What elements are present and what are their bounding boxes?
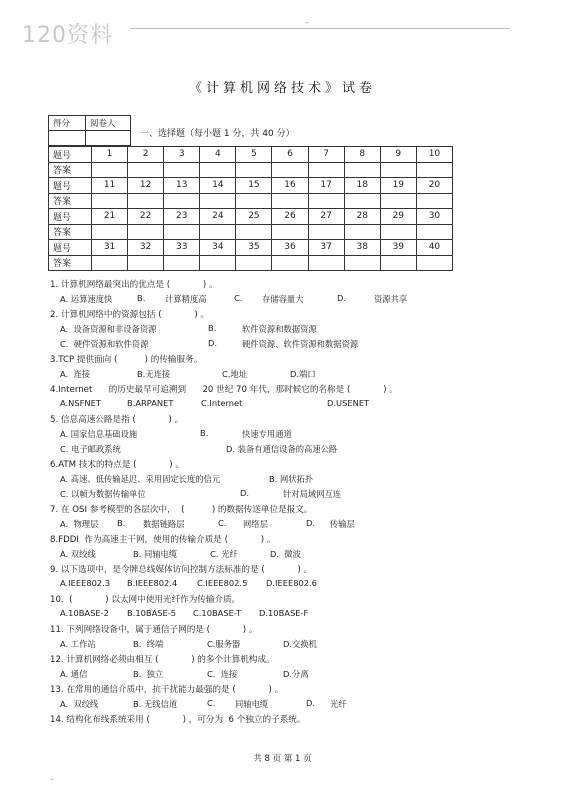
question-option: C. 光纤 bbox=[210, 549, 238, 559]
question-option: D.交换机 bbox=[283, 639, 317, 649]
question-option: A. 连接 bbox=[60, 369, 91, 379]
grid-question-number: 34 bbox=[200, 240, 236, 256]
grid-question-number: 29 bbox=[380, 209, 416, 225]
grid-question-number: 31 bbox=[92, 240, 128, 256]
question-option: C.Internet bbox=[201, 398, 243, 408]
grid-question-label: 题号 bbox=[49, 209, 92, 225]
grid-answer-label: 答案 bbox=[49, 255, 92, 271]
answer-grid bbox=[48, 146, 453, 271]
question-option: D.IEEE802.6 bbox=[266, 578, 317, 588]
grid-question-number: 32 bbox=[128, 240, 164, 256]
grid-question-number: 33 bbox=[164, 240, 200, 256]
grid-question-number: 11 bbox=[92, 178, 128, 194]
question-text: 10. ( ) 以太网中使用光纤作为传输介质。 bbox=[50, 595, 241, 605]
grid-answer-cell[interactable] bbox=[236, 255, 272, 271]
grid-question-number: 30 bbox=[416, 209, 452, 225]
grid-answer-cell[interactable] bbox=[236, 224, 272, 240]
question-option: D. bbox=[337, 293, 347, 303]
grid-answer-cell[interactable] bbox=[200, 193, 236, 209]
grid-answer-cell[interactable] bbox=[128, 193, 164, 209]
grid-question-number: 22 bbox=[128, 209, 164, 225]
grid-question-number: 7 bbox=[308, 147, 344, 163]
question-option: D. bbox=[306, 518, 316, 528]
question-option: 同轴电缆 bbox=[235, 699, 269, 709]
question-option: D. bbox=[240, 488, 250, 498]
score-cell bbox=[49, 131, 86, 146]
question-option: C.10BASE-T bbox=[193, 608, 242, 618]
grid-answer-cell[interactable] bbox=[164, 255, 200, 271]
question-text: 8.FDDI 作为高速主干网，使用的传输介质是 ( ) 。 bbox=[50, 535, 276, 545]
question-option: D. 微波 bbox=[270, 549, 301, 559]
grid-answer-cell[interactable] bbox=[272, 255, 308, 271]
grid-question-number: 6 bbox=[272, 147, 308, 163]
grid-answer-cell[interactable] bbox=[272, 162, 308, 178]
grid-question-number: 10 bbox=[416, 147, 452, 163]
grid-answer-cell[interactable] bbox=[200, 255, 236, 271]
grid-question-label: 题号 bbox=[49, 240, 92, 256]
question-option: A.IEEE802.3 bbox=[60, 578, 111, 588]
question-option: 计算精度高 bbox=[165, 294, 207, 304]
grid-question-number: 19 bbox=[380, 178, 416, 194]
grid-answer-row bbox=[49, 162, 453, 178]
grid-answer-row bbox=[49, 193, 453, 209]
question-option: B.IEEE802.4 bbox=[127, 578, 178, 588]
grid-question-number: 13 bbox=[164, 178, 200, 194]
grid-answer-cell[interactable] bbox=[164, 224, 200, 240]
footer-mark: – bbox=[50, 775, 54, 784]
grid-question-label: 题号 bbox=[49, 147, 92, 163]
question-option: 数据链路层 bbox=[143, 519, 185, 529]
grid-answer-cell[interactable] bbox=[92, 162, 128, 178]
grid-answer-cell[interactable] bbox=[128, 162, 164, 178]
grid-question-number: 40 bbox=[416, 240, 452, 256]
grid-answer-label: 答案 bbox=[49, 224, 92, 240]
grid-answer-cell[interactable] bbox=[344, 193, 380, 209]
grid-answer-label: 答案 bbox=[49, 193, 92, 209]
grid-question-number: 4 bbox=[200, 147, 236, 163]
grid-answer-cell[interactable] bbox=[236, 193, 272, 209]
grid-answer-cell[interactable] bbox=[380, 193, 416, 209]
score-label: 得分 bbox=[49, 116, 86, 131]
grid-answer-cell[interactable] bbox=[344, 255, 380, 271]
grid-answer-cell[interactable] bbox=[308, 162, 344, 178]
question-option: D.10BASE-F bbox=[259, 608, 309, 618]
question-option: B. 终端 bbox=[133, 639, 164, 649]
question-option: 针对局域网互连 bbox=[283, 489, 342, 499]
grid-answer-cell[interactable] bbox=[308, 193, 344, 209]
grid-answer-cell[interactable] bbox=[416, 224, 452, 240]
question-option: D.USENET bbox=[327, 398, 370, 408]
question-option: B.无连接 bbox=[137, 369, 171, 379]
question-option: D. bbox=[208, 338, 218, 348]
question-option: 传输层 bbox=[330, 519, 355, 529]
page-footer: 共 8 页 第 1 页 bbox=[253, 754, 312, 764]
question-option: B.ARPANET bbox=[127, 398, 174, 408]
grid-question-number: 24 bbox=[200, 209, 236, 225]
question-text: 3.TCP 提供面向 ( ) 的传输服务。 bbox=[50, 355, 203, 365]
question-option: D. bbox=[306, 698, 316, 708]
grid-question-number: 26 bbox=[272, 209, 308, 225]
grid-question-number: 25 bbox=[236, 209, 272, 225]
grid-question-number: 2 bbox=[128, 147, 164, 163]
question-option: C.服务器 bbox=[207, 639, 241, 649]
grid-question-number: 36 bbox=[272, 240, 308, 256]
grid-answer-row bbox=[49, 255, 453, 271]
grid-question-number: 35 bbox=[236, 240, 272, 256]
question-text: 1. 计算机网络最突出的优点是 ( ) 。 bbox=[50, 280, 218, 290]
score-table bbox=[48, 115, 131, 146]
question-option: B. 同轴电缆 bbox=[133, 549, 178, 559]
question-option: 软件资源和数据资源 bbox=[242, 324, 317, 334]
question-option: A. 双绞线 bbox=[60, 549, 96, 559]
question-text: 5. 信息高速公路是指 ( ) 。 bbox=[50, 415, 184, 425]
question-option: C. bbox=[218, 518, 227, 528]
grid-question-number: 16 bbox=[272, 178, 308, 194]
question-option: A.NSFNET bbox=[60, 398, 101, 408]
grid-question-number: 15 bbox=[236, 178, 272, 194]
grid-question-number: 39 bbox=[380, 240, 416, 256]
grid-question-number: 3 bbox=[164, 147, 200, 163]
question-option: A. 国家信息基础设施 bbox=[60, 429, 138, 439]
grid-question-number: 28 bbox=[344, 209, 380, 225]
grid-answer-cell[interactable] bbox=[380, 162, 416, 178]
grid-question-number: 23 bbox=[164, 209, 200, 225]
grid-question-row bbox=[49, 178, 453, 194]
grid-answer-row bbox=[49, 224, 453, 240]
question-option: 光纤 bbox=[330, 699, 347, 709]
grid-question-number: 17 bbox=[308, 178, 344, 194]
question-option: B. bbox=[137, 293, 146, 303]
question-text: 14. 结构化布线系统采用 ( ) ，可分为 6 个独立的子系统。 bbox=[50, 715, 306, 725]
watermark-logo: 120资料 bbox=[22, 23, 113, 48]
question-text: 2. 计算机网络中的资源包括 ( ) 。 bbox=[50, 310, 210, 320]
grid-question-number: 14 bbox=[200, 178, 236, 194]
question-option: B.10BASE-5 bbox=[127, 608, 177, 618]
grid-answer-cell[interactable] bbox=[164, 193, 200, 209]
question-option: C. 以帧为数据传输单位 bbox=[60, 489, 146, 499]
grader-label: 阅卷人 bbox=[86, 116, 131, 131]
grid-question-number: 1 bbox=[92, 147, 128, 163]
question-option: C.IEEE802.5 bbox=[197, 578, 248, 588]
grid-answer-cell[interactable] bbox=[344, 162, 380, 178]
question-option: A. 通信 bbox=[60, 669, 88, 679]
grid-answer-cell[interactable] bbox=[416, 162, 452, 178]
question-option: 资源共享 bbox=[374, 294, 408, 304]
grid-answer-cell[interactable] bbox=[380, 255, 416, 271]
question-option: B. 独立 bbox=[133, 669, 164, 679]
question-text: 6.ATM 技术的特点是 ( ) 。 bbox=[50, 460, 184, 470]
grid-answer-cell[interactable] bbox=[92, 255, 128, 271]
question-option: A. 高速、低传输延迟、采用固定长度的信元 bbox=[60, 474, 221, 484]
grader-cell bbox=[86, 131, 131, 146]
question-option: A.10BASE-2 bbox=[60, 608, 109, 618]
question-option: 硬件资源、软件资源和数据资源 bbox=[242, 339, 359, 349]
question-option: A. 工作站 bbox=[60, 639, 96, 649]
grid-question-number: 8 bbox=[344, 147, 380, 163]
grid-question-row bbox=[49, 209, 453, 225]
grid-answer-cell[interactable] bbox=[272, 224, 308, 240]
page-title: 《计算机网络技术》试卷 bbox=[188, 81, 376, 96]
question-option: B. 网状拓扑 bbox=[269, 474, 314, 484]
question-option: B. bbox=[200, 428, 209, 438]
grid-question-number: 21 bbox=[92, 209, 128, 225]
question-text: 7. 在 OSI 参考模型的各层次中， ( ) 的数据传送单位是报文。 bbox=[50, 505, 313, 515]
question-option: C. 连接 bbox=[207, 669, 238, 679]
grid-answer-cell[interactable] bbox=[92, 193, 128, 209]
grid-question-number: 38 bbox=[344, 240, 380, 256]
question-option: D.端口 bbox=[290, 369, 316, 379]
grid-answer-cell[interactable] bbox=[128, 255, 164, 271]
grid-question-number: 20 bbox=[416, 178, 452, 194]
grid-question-number: 37 bbox=[308, 240, 344, 256]
header-mark: – bbox=[305, 18, 309, 27]
grid-answer-cell[interactable] bbox=[92, 224, 128, 240]
grid-answer-cell[interactable] bbox=[416, 193, 452, 209]
question-option: A. 双绞线 bbox=[60, 699, 99, 709]
grid-answer-cell[interactable] bbox=[308, 224, 344, 240]
question-text: 12. 计算机网络必须由相互 ( ) 的多个计算机构成。 bbox=[50, 655, 275, 665]
header-rule bbox=[130, 28, 510, 29]
question-option: B. bbox=[117, 518, 126, 528]
question-option: A. 物理层 bbox=[60, 519, 99, 529]
question-option: A. 运算速度快 bbox=[60, 294, 113, 304]
question-option: B. 无线信道 bbox=[133, 699, 178, 709]
grid-question-number: 5 bbox=[236, 147, 272, 163]
grid-answer-cell[interactable] bbox=[272, 193, 308, 209]
grid-question-number: 12 bbox=[128, 178, 164, 194]
question-option: C. 硬件资源和软件资源 bbox=[60, 339, 149, 349]
question-option: C. 电子邮政系统 bbox=[60, 444, 121, 454]
grid-answer-cell[interactable] bbox=[344, 224, 380, 240]
question-option: B. bbox=[208, 323, 217, 333]
question-option: C.地址 bbox=[222, 369, 248, 379]
grid-answer-cell[interactable] bbox=[200, 162, 236, 178]
grid-question-row bbox=[49, 240, 453, 256]
grid-answer-cell[interactable] bbox=[236, 162, 272, 178]
question-option: C. bbox=[234, 293, 243, 303]
question-option: 快速专用通道 bbox=[242, 429, 292, 439]
grid-question-row bbox=[49, 147, 453, 163]
question-option: 存储容量大 bbox=[262, 294, 304, 304]
question-text: 4.Internet 的历史最早可追溯到 20 世纪 70 年代，那时候它的名称是 ( ) 。 bbox=[50, 385, 398, 395]
question-option: D. 装备有通信设备的高速公路 bbox=[226, 444, 338, 454]
question-text: 13. 在常用的通信介质中，抗干扰能力最强的是 ( ) 。 bbox=[50, 685, 284, 695]
grid-question-number: 18 bbox=[344, 178, 380, 194]
grid-answer-label: 答案 bbox=[49, 162, 92, 178]
question-text: 11. 下列网络设备中，属于通信子网的是 ( ) 。 bbox=[50, 625, 258, 635]
question-option: A. 设备资源和非设备资源 bbox=[60, 324, 157, 334]
grid-question-number: 9 bbox=[380, 147, 416, 163]
grid-answer-cell[interactable] bbox=[380, 224, 416, 240]
grid-answer-cell[interactable] bbox=[200, 224, 236, 240]
grid-question-label: 题号 bbox=[49, 178, 92, 194]
question-option: 网络层 bbox=[243, 519, 268, 529]
grid-answer-cell[interactable] bbox=[128, 224, 164, 240]
question-text: 9. 以下选项中，是令牌总线媒体访问控制方法标准的是 ( ) 。 bbox=[50, 565, 313, 575]
grid-answer-cell[interactable] bbox=[416, 255, 452, 271]
grid-question-number: 27 bbox=[308, 209, 344, 225]
grid-answer-cell[interactable] bbox=[308, 255, 344, 271]
grid-answer-cell[interactable] bbox=[164, 162, 200, 178]
question-option: C. bbox=[207, 698, 216, 708]
question-option: D.分离 bbox=[283, 669, 309, 679]
section-heading: 一、选择题（每小题 1 分，共 40 分） bbox=[140, 129, 295, 139]
